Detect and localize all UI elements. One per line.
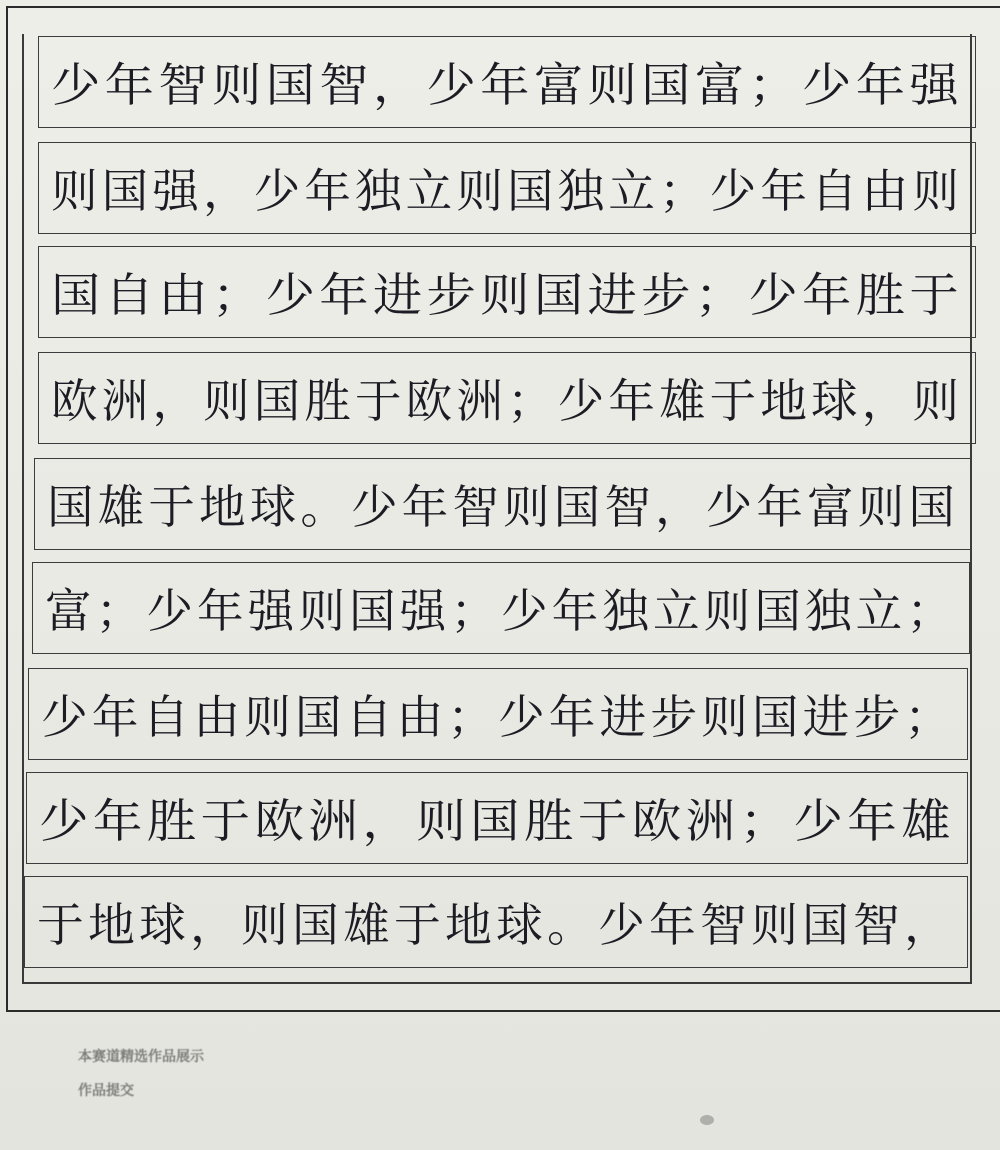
writing-row-1 — [38, 36, 976, 128]
footer-caption-2: 作品提交 — [78, 1083, 134, 1099]
writing-row-4 — [38, 352, 976, 444]
handwritten-line-9: 于地球，则国雄于地球。少年智则国智， — [37, 898, 955, 952]
writing-row-6 — [32, 562, 970, 654]
writing-row-2 — [38, 142, 976, 234]
handwritten-line-6: 富；少年强则国强；少年独立则国独立； — [45, 584, 957, 638]
handwritten-line-7: 少年自由则国自由；少年进步则国进步； — [41, 690, 955, 744]
writing-row-3 — [38, 246, 976, 338]
writing-row-7 — [28, 668, 968, 760]
writing-row-8 — [26, 772, 968, 864]
handwritten-line-3: 国自由；少年进步则国进步；少年胜于 — [51, 268, 963, 322]
handwritten-line-4: 欧洲，则国胜于欧洲；少年雄于地球，则 — [51, 374, 963, 428]
writing-row-5 — [34, 458, 972, 550]
writing-row-9 — [24, 876, 968, 968]
writing-grid — [22, 34, 972, 984]
handwritten-line-1: 少年智则国智，少年富则国富；少年强 — [51, 58, 963, 112]
ink-smudge — [700, 1115, 714, 1125]
handwritten-line-8: 少年胜于欧洲，则国胜于欧洲；少年雄 — [39, 794, 955, 848]
handwritten-line-2: 则国强，少年独立则国独立；少年自由则 — [51, 164, 963, 218]
footer-caption-1: 本赛道精选作品展示 — [78, 1049, 204, 1065]
handwritten-line-5: 国雄于地球。少年智则国智，少年富则国 — [47, 480, 959, 534]
